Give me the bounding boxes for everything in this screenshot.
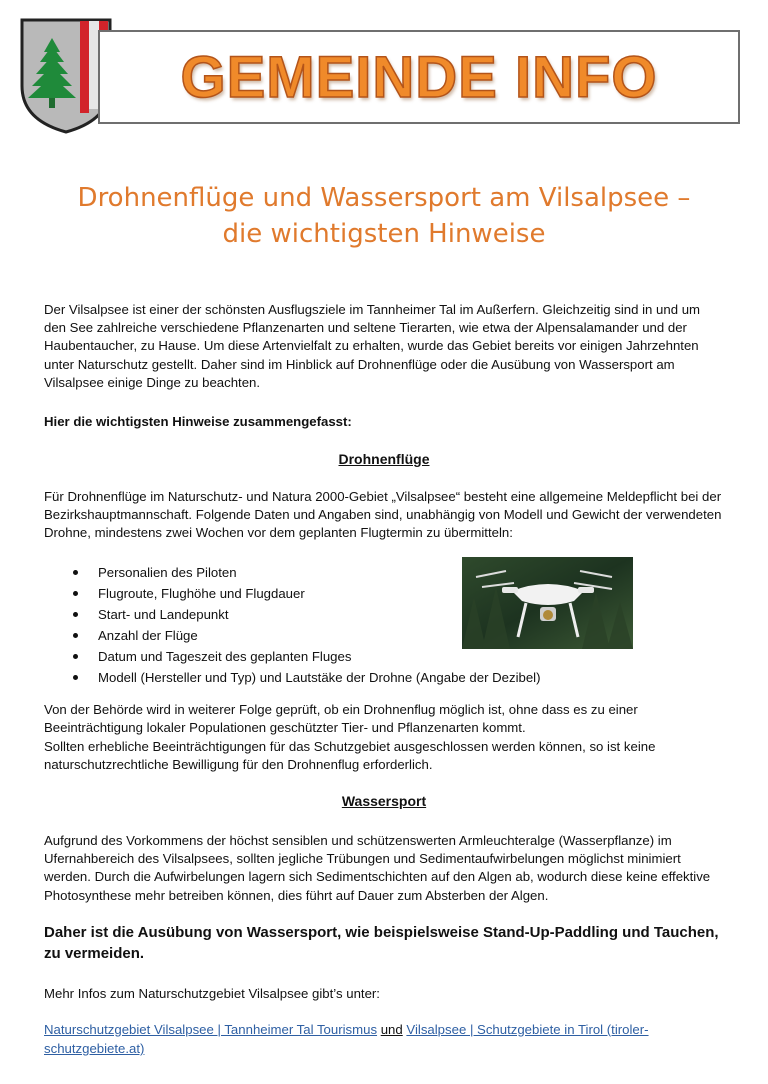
drones-after-paragraph-1: Von der Behörde wird in weiterer Folge geprüft, ob ein Drohnenflug möglich ist, ohne dass es zu einer Beeinträchtigung lokaler Populationen geschützter Tier- und Pflanzenarten kommt. xyxy=(44,702,638,736)
header-banner xyxy=(98,30,740,124)
section-heading-watersport: Wassersport xyxy=(341,793,427,809)
document-title-line-1: Drohnenflüge und Wassersport am Vilsalpsee – xyxy=(77,183,691,213)
list-item: Modell (Hersteller und Typ) und Lautstäke der Drohne (Angabe der Dezibel) xyxy=(44,667,464,688)
links-paragraph xyxy=(44,1020,734,1058)
link-tiroler-schutzgebiete[interactable]: Vilsalpsee | Schutzgebiete in Tirol (tiroler-schutzgebiete.at) xyxy=(44,1022,649,1056)
intro-paragraph: Der Vilsalpsee ist einer der schönsten Ausflugsziele im Tannheimer Tal im Außerfern. Gleichzeitig sind in und um den See zahlreiche verschiedene Pflanzenarten und seltene Tierarten, wie etwa der Alpensalamander und der Haubentaucher, zu Hause. Um diese Artenvielfalt zu erhalten, wurde das Gebiet bereits vor einigen Jahrzehnten unter Naturschutz gestellt. Daher sind im Hinblick auf Drohnenflüge oder die Ausübung von Wassersport am Vilsalpsee einige Dinge zu beachten. xyxy=(44,302,701,390)
list-item: Datum und Tageszeit des geplanten Fluges xyxy=(44,646,464,667)
header-title: GEMEINDE INFO xyxy=(180,45,658,110)
more-info-text: Mehr Infos zum Naturschutzgebiet Vilsalpsee gibt’s unter: xyxy=(44,986,380,1001)
section-heading-drones: Drohnenflüge xyxy=(338,451,430,467)
links-conjunction: und xyxy=(380,1022,403,1037)
list-item: Anzahl der Flüge xyxy=(44,625,464,646)
watersport-paragraph: Aufgrund des Vorkommens der höchst sensiblen und schützenswerten Armleuchteralge (Wasserpflanze) im Ufernahbereich des Vilsalpsees, sollten jegliche Trübungen und Sedimentaufwirbelungen möglichst minimiert werden. Durch die Aufwirbelungen lagern sich Sedimentschichten auf den Algen ab, wodurch diese keine effektive Photosynthese mehr betreiben können, dies führt auf Dauer zum Absterben der Algen. xyxy=(44,833,711,903)
bullet-icon xyxy=(73,570,78,575)
bullet-icon xyxy=(73,591,78,596)
summary-heading: Hier die wichtigsten Hinweise zusammengefasst: xyxy=(44,414,352,429)
bullet-icon xyxy=(73,633,78,638)
bullet-icon xyxy=(73,675,78,680)
list-item: Start- und Landepunkt xyxy=(44,604,464,625)
drone-requirements-list xyxy=(44,562,541,688)
list-item: Flugroute, Flughöhe und Flugdauer xyxy=(44,583,464,604)
document-title-line-2: die wichtigsten Hinweise xyxy=(222,219,546,249)
drones-paragraph: Für Drohnenflüge im Naturschutz- und Natura 2000-Gebiet „Vilsalpsee“ besteht eine allgemeine Meldepflicht bei der Bezirkshauptmannschaft. Folgende Daten und Angaben sind, unabhängig von Modell und Gewicht der verwendeten Drohne, mindestens zwei Wochen vor dem geplanten Flugtermin zu übermitteln: xyxy=(44,489,722,541)
link-tannheimer-tal[interactable]: Naturschutzgebiet Vilsalpsee | Tannheimer Tal Tourismus xyxy=(44,1022,378,1037)
list-item: Personalien des Piloten xyxy=(44,562,464,583)
drones-after-paragraph-2: Sollten erhebliche Beeinträchtigungen für das Schutzgebiet ausgeschlossen werden können, so ist keine naturschutzrechtliche Bewilligung für den Drohnenflug erforderlich. xyxy=(44,739,656,773)
document-title xyxy=(40,180,728,252)
bullet-icon xyxy=(73,654,78,659)
bullet-icon xyxy=(73,612,78,617)
watersport-emphasis: Daher ist die Ausübung von Wassersport, wie beispielsweise Stand-Up-Paddling und Tauchen, zu vermeiden. xyxy=(44,924,719,962)
drone-photo xyxy=(462,557,633,649)
